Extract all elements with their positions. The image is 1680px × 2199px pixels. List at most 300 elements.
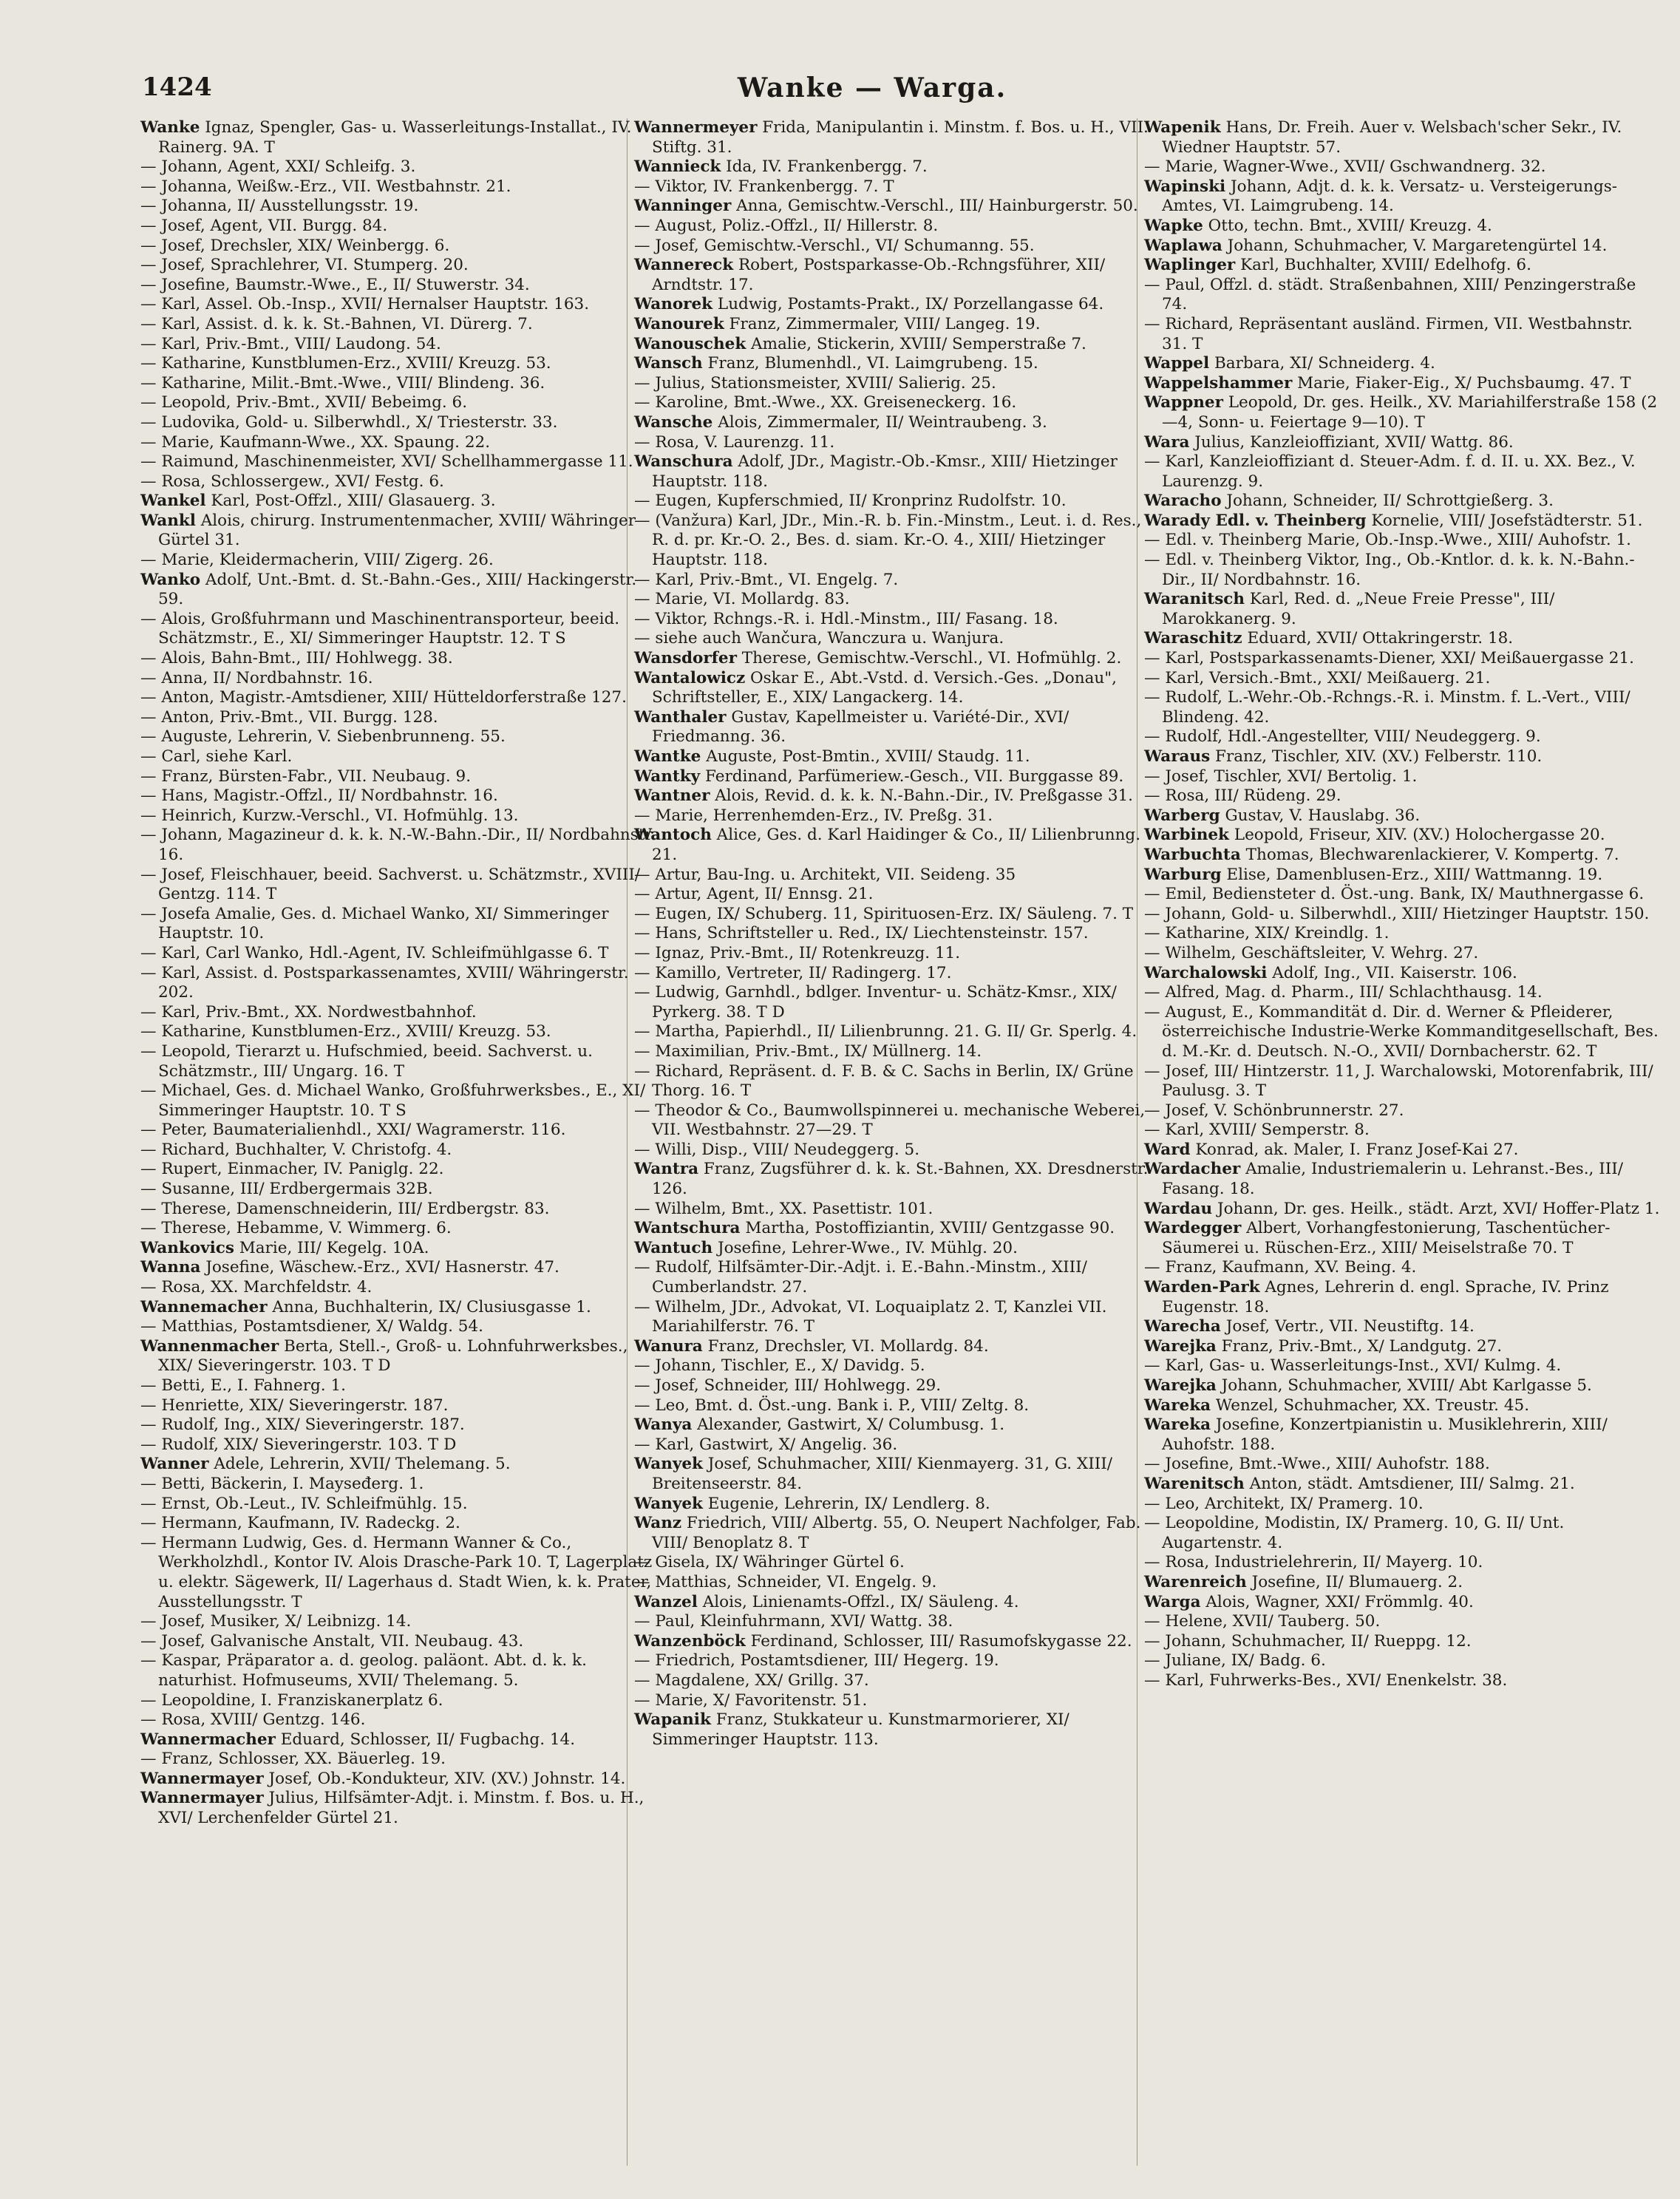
entry-details: Johann, Tischler, E., X/ Davidg. 5. bbox=[655, 1356, 925, 1376]
entry-details: Julius, Kanzleioffiziant, XVII/ Wattg. 86. bbox=[1189, 432, 1514, 452]
entry-surname: Wantke bbox=[634, 747, 701, 766]
continuation-dash bbox=[140, 374, 161, 392]
directory-subentry bbox=[1144, 688, 1662, 727]
directory-entry bbox=[634, 1219, 1152, 1239]
entry-details: Ferdinand, Schlosser, III/ Rasumofskygasse 22. bbox=[745, 1631, 1132, 1651]
entry-details: Josef, III/ Hintzerstr. 11, J. Warchalowski, Motorenfabrik, III/ Paulusg. 3. T bbox=[1162, 1061, 1653, 1101]
continuation-dash bbox=[140, 1710, 161, 1729]
continuation-dash bbox=[1144, 276, 1165, 294]
entry-details: Peter, Baumaterialienhdl., XXI/ Wagramerstr. 116. bbox=[161, 1121, 566, 1140]
directory-entry bbox=[1144, 1200, 1662, 1220]
directory-subentry bbox=[1144, 1455, 1662, 1475]
entry-surname: Wardegger bbox=[1144, 1219, 1242, 1238]
directory-subentry bbox=[634, 983, 1152, 1022]
entry-surname: Warecha bbox=[1144, 1317, 1221, 1336]
continuation-dash bbox=[140, 551, 161, 569]
directory-entry bbox=[634, 669, 1152, 708]
entry-surname: Wannermeyer bbox=[634, 118, 758, 137]
directory-subentry bbox=[140, 1475, 658, 1495]
continuation-dash bbox=[634, 1141, 655, 1159]
directory-subentry bbox=[140, 1632, 658, 1652]
entry-surname: Warejka bbox=[1144, 1336, 1217, 1356]
directory-entry bbox=[140, 571, 658, 610]
directory-subentry bbox=[140, 452, 658, 472]
directory-subentry bbox=[140, 1415, 658, 1435]
continuation-dash bbox=[634, 944, 655, 962]
continuation-dash bbox=[140, 354, 161, 373]
directory-entry bbox=[634, 1455, 1152, 1494]
entry-details: Maximilian, Priv.-Bmt., IX/ Müllnerg. 14. bbox=[655, 1041, 982, 1061]
directory-subentry bbox=[634, 924, 1152, 944]
entry-details: Marie, Wagner-Wwe., XVII/ Gschwandnerg. 32. bbox=[1165, 157, 1546, 177]
entry-details: Anton, Magistr.-Amtsdiener, XIII/ Hütteldorferstraße 127. bbox=[161, 688, 627, 707]
entry-details: Alois, Zimmermaler, II/ Weintraubeng. 3. bbox=[713, 412, 1047, 432]
directory-subentry bbox=[634, 1651, 1152, 1671]
entry-details: Leopold, Tierarzt u. Hufschmied, beeid. Sachverst. u. Schätzmstr., III/ Ungarg. 16. T bbox=[158, 1041, 593, 1081]
entry-details: Eduard, XVII/ Ottakringerstr. 18. bbox=[1242, 629, 1514, 648]
continuation-dash bbox=[1144, 727, 1165, 746]
entry-details: Rudolf, Hilfsämter-Dir.-Adjt. i. E.-Bahn.-Minstm., XIII/ Cumberlandstr. 27. bbox=[652, 1258, 1087, 1297]
continuation-dash bbox=[634, 571, 655, 589]
entry-surname: Waranitsch bbox=[1144, 590, 1245, 609]
entry-details: Marie, VI. Mollardg. 83. bbox=[655, 590, 850, 609]
entry-details: Adolf, Unt.-Bmt. d. St.-Bahn.-Ges., XIII/ Hackingerstr. 59. bbox=[158, 570, 637, 609]
entry-details: Ignaz, Priv.-Bmt., II/ Rotenkreuzg. 11. bbox=[655, 943, 961, 962]
continuation-dash bbox=[140, 315, 161, 333]
entry-details: Friedrich, VIII/ Albertg. 55, O. Neupert Nachfolger, Fab. VIII/ Benoplatz 8. T bbox=[652, 1514, 1141, 1552]
directory-entry bbox=[1144, 1141, 1662, 1160]
continuation-dash bbox=[634, 1101, 655, 1120]
entry-surname: Wanz bbox=[634, 1514, 682, 1533]
entry-details: Artur, Agent, II/ Ennsg. 21. bbox=[655, 885, 874, 904]
continuation-dash bbox=[140, 1396, 161, 1415]
continuation-dash bbox=[140, 688, 161, 707]
directory-subentry bbox=[634, 1258, 1152, 1297]
entry-details: Karl, Assel. Ob.-Insp., XVII/ Hernalser Hauptstr. 163. bbox=[161, 295, 590, 314]
continuation-dash bbox=[1144, 786, 1165, 805]
continuation-dash bbox=[140, 1534, 161, 1552]
directory-entry bbox=[634, 1710, 1152, 1750]
continuation-dash bbox=[634, 1396, 655, 1415]
entry-details: Viktor, IV. Frankenbergg. 7. T bbox=[655, 177, 894, 196]
directory-entry bbox=[1144, 590, 1662, 629]
entry-details: siehe auch Wančura, Wanczura u. Wanjura. bbox=[655, 629, 1004, 648]
directory-subentry bbox=[140, 1376, 658, 1396]
entry-details: Anton, Priv.-Bmt., VII. Burgg. 128. bbox=[161, 707, 438, 727]
directory-subentry bbox=[140, 217, 658, 237]
directory-subentry bbox=[634, 237, 1152, 256]
directory-entry bbox=[1144, 393, 1662, 432]
directory-subentry bbox=[140, 1160, 658, 1180]
continuation-dash bbox=[140, 393, 161, 412]
column-2 bbox=[634, 118, 1152, 1750]
entry-details: (Vanžura) Karl, JDr., Min.-R. b. Fin.-Minstm., Leut. i. d. Res., R. d. pr. Kr.-O. 2., Bes. d. siam. Kr.-O. 4., XIII/ Hietzinger Hauptstr. 118. bbox=[652, 511, 1142, 570]
entry-surname: Wanko bbox=[140, 570, 201, 589]
directory-entry bbox=[634, 118, 1152, 157]
continuation-dash bbox=[1144, 1356, 1165, 1375]
entry-surname: Wanourek bbox=[634, 314, 724, 333]
entry-surname: Wappel bbox=[1144, 354, 1210, 373]
continuation-dash bbox=[634, 1042, 655, 1061]
entry-details: Paul, Kleinfuhrmann, XVI/ Wattg. 38. bbox=[655, 1612, 953, 1631]
continuation-dash bbox=[634, 217, 655, 235]
directory-entry bbox=[1144, 1573, 1662, 1593]
continuation-dash bbox=[140, 1415, 161, 1434]
directory-subentry bbox=[140, 315, 658, 335]
entry-details: Konrad, ak. Maler, I. Franz Josef-Kai 27. bbox=[1190, 1140, 1519, 1159]
directory-entry bbox=[634, 1337, 1152, 1357]
directory-subentry bbox=[140, 472, 658, 492]
entry-details: Auguste, Lehrerin, V. Siebenbrunneng. 55. bbox=[161, 727, 506, 747]
entry-details: Friedrich, Postamtsdiener, III/ Hegerg. 19. bbox=[655, 1651, 999, 1671]
continuation-dash bbox=[1144, 767, 1165, 786]
directory-subentry bbox=[140, 826, 658, 865]
continuation-dash bbox=[140, 1651, 161, 1670]
entry-details: Julius, Hilfsämter-Adjt. i. Minstm. f. Bos. u. H., XVI/ Lerchenfelder Gürtel 21. bbox=[158, 1789, 645, 1828]
entry-details: Josef, Gemischtw.-Verschl., VI/ Schumanng. 55. bbox=[655, 236, 1035, 255]
entry-surname: Wanke bbox=[140, 118, 200, 137]
entry-details: Magdalene, XX/ Grillg. 37. bbox=[655, 1671, 869, 1690]
directory-subentry bbox=[140, 806, 658, 826]
entry-details: Josefa Amalie, Ges. d. Michael Wanko, XI/ Simmeringer Hauptstr. 10. bbox=[158, 904, 609, 943]
entry-details: Franz, Bürsten-Fabr., VII. Neubaug. 9. bbox=[161, 767, 472, 786]
entry-details: Franz, Kaufmann, XV. Being. 4. bbox=[1165, 1258, 1417, 1277]
continuation-dash bbox=[140, 1200, 161, 1218]
entry-details: Amalie, Industriemalerin u. Lehranst.-Bes., III/ Fasang. 18. bbox=[1162, 1160, 1623, 1199]
directory-entry bbox=[1144, 1317, 1662, 1337]
entry-surname: Wanorek bbox=[634, 295, 713, 314]
entry-details: Juliane, IX/ Badg. 6. bbox=[1165, 1651, 1326, 1671]
directory-subentry bbox=[140, 1121, 658, 1141]
entry-details: Katharine, Kunstblumen-Erz., XVIII/ Kreuzg. 53. bbox=[161, 1022, 551, 1041]
entry-surname: Wanyek bbox=[634, 1494, 703, 1513]
entry-details: Josefine, II/ Blumauerg. 2. bbox=[1246, 1572, 1463, 1591]
entry-surname: Wanyek bbox=[634, 1455, 703, 1474]
entry-details: Marie, X/ Favoritenstr. 51. bbox=[655, 1690, 868, 1710]
continuation-dash bbox=[634, 393, 655, 412]
entry-details: Josefine, Konzertpianistin u. Musiklehrerin, XIII/ Auhofstr. 188. bbox=[1162, 1415, 1608, 1454]
directory-subentry bbox=[1144, 315, 1662, 354]
continuation-dash bbox=[1144, 669, 1165, 687]
entry-details: Karl, Carl Wanko, Hdl.-Agent, IV. Schleifmühlgasse 6. T bbox=[161, 943, 609, 962]
entry-details: Ludovika, Gold- u. Silberwhdl., X/ Triesterstr. 33. bbox=[161, 412, 558, 432]
entry-surname: Waplawa bbox=[1144, 236, 1222, 255]
continuation-dash bbox=[140, 1475, 161, 1493]
entry-details: Josef, Schuhmacher, XIII/ Kienmayerg. 31, G. XIII/ Breitenseerstr. 84. bbox=[652, 1455, 1112, 1493]
directory-entry bbox=[634, 315, 1152, 335]
continuation-dash bbox=[634, 866, 655, 884]
entry-details: Karl, Red. d. „Neue Freie Presse", III/ Marokkanerg. 9. bbox=[1162, 590, 1555, 628]
continuation-dash bbox=[140, 905, 161, 923]
continuation-dash bbox=[1144, 905, 1165, 923]
continuation-dash bbox=[634, 1376, 655, 1395]
directory-entry bbox=[634, 1415, 1152, 1435]
entry-details: Betti, E., I. Fahnerg. 1. bbox=[161, 1376, 346, 1395]
entry-details: Josef, Drechsler, XIX/ Weinbergg. 6. bbox=[161, 236, 450, 255]
entry-details: Franz, Stukkateur u. Kunstmarmorierer, XI/ Simmeringer Hauptstr. 113. bbox=[652, 1710, 1069, 1749]
directory-subentry bbox=[140, 1003, 658, 1023]
directory-subentry bbox=[1144, 157, 1662, 177]
entry-surname: Wannieck bbox=[634, 157, 721, 177]
continuation-dash bbox=[140, 217, 161, 235]
entry-surname: Wannermayer bbox=[140, 1769, 264, 1788]
directory-entry bbox=[634, 826, 1152, 865]
continuation-dash bbox=[140, 1022, 161, 1041]
directory-entry bbox=[1144, 747, 1662, 767]
entry-surname: Warga bbox=[1144, 1592, 1201, 1611]
entry-details: Josef, Sprachlehrer, VI. Stumperg. 20. bbox=[161, 256, 469, 275]
entry-details: Rosa, III/ Rüdeng. 29. bbox=[1165, 786, 1341, 806]
entry-details: Gisela, IX/ Währinger Gürtel 6. bbox=[655, 1553, 905, 1572]
entry-details: Leopoldine, Modistin, IX/ Pramerg. 10, G. II/ Unt. Augartenstr. 4. bbox=[1162, 1514, 1565, 1552]
directory-subentry bbox=[634, 1376, 1152, 1396]
entry-details: Anton, städt. Amtsdiener, III/ Salmg. 21. bbox=[1244, 1474, 1575, 1493]
entry-surname: Wapenik bbox=[1144, 118, 1221, 137]
entry-surname: Warburg bbox=[1144, 865, 1222, 884]
entry-surname: Wantner bbox=[634, 786, 710, 806]
directory-entry bbox=[1144, 237, 1662, 256]
continuation-dash bbox=[634, 610, 655, 628]
entry-details: Alois, chirurg. Instrumentenmacher, XVIII/ Währinger Gürtel 31. bbox=[158, 511, 636, 550]
entry-details: Josef, Tischler, XVI/ Bertolig. 1. bbox=[1165, 767, 1418, 786]
directory-subentry bbox=[140, 197, 658, 217]
entry-details: Alois, Linienamts-Offzl., IX/ Säuleng. 4. bbox=[697, 1592, 1019, 1611]
continuation-dash bbox=[140, 256, 161, 274]
entry-details: Rupert, Einmacher, IV. Paniglg. 22. bbox=[161, 1160, 444, 1179]
directory-subentry bbox=[140, 1435, 658, 1455]
directory-subentry bbox=[140, 1396, 658, 1416]
entry-surname: Wardau bbox=[1144, 1199, 1213, 1218]
directory-subentry bbox=[140, 1710, 658, 1730]
continuation-dash bbox=[634, 1356, 655, 1375]
entry-surname: Warbinek bbox=[1144, 826, 1229, 845]
entry-details: Theodor & Co., Baumwollspinnerei u. mechanische Weberei, VII. Westbahnstr. 27—29. T bbox=[652, 1101, 1146, 1140]
entry-details: Karl, Gas- u. Wasserleitungs-Inst., XVI/ Kulmg. 4. bbox=[1165, 1356, 1562, 1376]
continuation-dash bbox=[140, 295, 161, 313]
continuation-dash bbox=[634, 885, 655, 903]
directory-subentry bbox=[1144, 885, 1662, 905]
directory-subentry bbox=[1144, 452, 1662, 492]
continuation-dash bbox=[140, 806, 161, 825]
entry-surname: Warchalowski bbox=[1144, 963, 1268, 982]
directory-subentry bbox=[140, 1042, 658, 1081]
continuation-dash bbox=[140, 866, 161, 884]
entry-surname: Wanninger bbox=[634, 197, 732, 216]
directory-subentry bbox=[634, 1062, 1152, 1101]
entry-details: Agnes, Lehrerin d. engl. Sprache, IV. Prinz Eugenstr. 18. bbox=[1162, 1278, 1609, 1316]
entry-details: Martha, Postoffiziantin, XVIII/ Gentzgasse 90. bbox=[740, 1219, 1115, 1238]
entry-details: August, Poliz.-Offzl., II/ Hillerstr. 8. bbox=[655, 216, 939, 235]
entry-details: Johann, Schuhmacher, XVIII/ Abt Karlgasse 5. bbox=[1216, 1376, 1592, 1395]
directory-subentry bbox=[140, 157, 658, 177]
entry-surname: Wanzel bbox=[634, 1592, 698, 1611]
continuation-dash bbox=[1144, 1671, 1165, 1690]
entry-details: Richard, Buchhalter, V. Christofg. 4. bbox=[161, 1140, 452, 1159]
directory-subentry bbox=[140, 866, 658, 905]
directory-subentry bbox=[634, 1553, 1152, 1573]
directory-subentry bbox=[140, 1180, 658, 1200]
entry-details: Wilhelm, Geschäftsleiter, V. Wehrg. 27. bbox=[1165, 943, 1479, 962]
directory-subentry bbox=[634, 177, 1152, 197]
entry-surname: Wanschura bbox=[634, 452, 733, 472]
directory-subentry bbox=[1144, 944, 1662, 964]
entry-details: Richard, Repräsent. d. F. B. & C. Sachs in Berlin, IX/ Grüne Thorg. 16. T bbox=[652, 1061, 1134, 1101]
continuation-dash bbox=[140, 1121, 161, 1139]
directory-subentry bbox=[140, 708, 658, 728]
continuation-dash bbox=[1144, 452, 1165, 471]
entry-details: Emil, Bediensteter d. Öst.-ung. Bank, IX/ Mauthnergasse 6. bbox=[1165, 885, 1645, 904]
directory-subentry bbox=[140, 669, 658, 689]
directory-subentry bbox=[140, 256, 658, 276]
directory-subentry bbox=[634, 1573, 1152, 1593]
entry-details: Marie, Herrenhemden-Erz., IV. Preßg. 31. bbox=[655, 806, 993, 825]
continuation-dash bbox=[634, 1435, 655, 1454]
continuation-dash bbox=[1144, 315, 1165, 333]
entry-details: Johann, Schneider, II/ Schrottgießerg. 3. bbox=[1221, 492, 1554, 511]
continuation-dash bbox=[1144, 531, 1165, 549]
entry-details: Ignaz, Spengler, Gas- u. Wasserleitungs-Installat., IV. Rainerg. 9A. T bbox=[158, 118, 632, 157]
continuation-dash bbox=[140, 1160, 161, 1178]
entry-details: Thomas, Blechwarenlackierer, V. Kompertg. 7. bbox=[1240, 845, 1619, 864]
entry-surname: Wanura bbox=[634, 1336, 703, 1356]
directory-subentry bbox=[1144, 1121, 1662, 1141]
directory-subentry bbox=[1144, 924, 1662, 944]
continuation-dash bbox=[634, 374, 655, 392]
entry-details: Karoline, Bmt.-Wwe., XX. Greiseneckerg. 16. bbox=[655, 393, 1017, 412]
directory-entry bbox=[634, 1160, 1152, 1199]
directory-subentry bbox=[634, 885, 1152, 905]
entry-details: Hans, Magistr.-Offzl., II/ Nordbahnstr. 16. bbox=[161, 786, 498, 806]
entry-details: Eduard, Schlosser, II/ Fugbachg. 14. bbox=[275, 1730, 576, 1749]
continuation-dash bbox=[140, 786, 161, 805]
directory-subentry bbox=[140, 1750, 658, 1770]
entry-details: Julius, Stationsmeister, XVIII/ Salierig. 25. bbox=[655, 373, 996, 392]
directory-entry bbox=[634, 295, 1152, 315]
entry-surname: Wannenmacher bbox=[140, 1336, 279, 1356]
directory-subentry bbox=[140, 1278, 658, 1298]
entry-details: Alfred, Mag. d. Pharm., III/ Schlachthausg. 14. bbox=[1165, 983, 1543, 1002]
directory-subentry bbox=[1144, 1356, 1662, 1376]
entry-details: Carl, siehe Karl. bbox=[161, 747, 293, 766]
continuation-dash bbox=[140, 157, 161, 176]
continuation-dash bbox=[140, 276, 161, 294]
directory-subentry bbox=[1144, 983, 1662, 1003]
entry-details: Karl, Priv.-Bmt., XX. Nordwestbahnhof. bbox=[161, 1002, 477, 1022]
entry-details: Rudolf, XIX/ Sieveringerstr. 103. T D bbox=[161, 1435, 457, 1454]
entry-details: Eugenie, Lehrerin, IX/ Lendlerg. 8. bbox=[702, 1494, 990, 1513]
directory-entry bbox=[140, 1730, 658, 1750]
continuation-dash bbox=[140, 1042, 161, 1061]
continuation-dash bbox=[140, 335, 161, 353]
entry-details: Auguste, Post-Bmtin., XVIII/ Staudg. 11. bbox=[701, 747, 1030, 766]
directory-subentry bbox=[634, 433, 1152, 453]
directory-subentry bbox=[1144, 1062, 1662, 1101]
directory-subentry bbox=[634, 964, 1152, 984]
entry-details: Karl, Fuhrwerks-Bes., XVI/ Enenkelstr. 38. bbox=[1165, 1671, 1508, 1690]
directory-entry bbox=[634, 197, 1152, 217]
directory-subentry bbox=[140, 1200, 658, 1220]
entry-details: Rosa, V. Laurenzg. 11. bbox=[655, 432, 835, 452]
directory-subentry bbox=[634, 590, 1152, 610]
directory-subentry bbox=[140, 610, 658, 649]
directory-subentry bbox=[140, 393, 658, 413]
entry-details: Viktor, Rchngs.-R. i. Hdl.-Minstm., III/ Fasang. 18. bbox=[655, 609, 1058, 628]
entry-details: Rudolf, Ing., XIX/ Sieveringerstr. 187. bbox=[161, 1415, 465, 1435]
entry-details: Leopold, Dr. ges. Heilk., XV. Mariahilferstraße 158 (2—4, Sonn- u. Feiertage 9—10). T bbox=[1162, 393, 1658, 432]
directory-subentry bbox=[634, 1612, 1152, 1632]
entry-details: Rudolf, Hdl.-Angestellter, VIII/ Neudeggerg. 9. bbox=[1165, 727, 1541, 747]
entry-details: Johann, Magazineur d. k. k. N.-W.-Bahn.-Dir., II/ Nordbahnstr. 16. bbox=[158, 826, 656, 864]
continuation-dash bbox=[634, 1200, 655, 1218]
entry-surname: Wara bbox=[1144, 432, 1190, 452]
entry-surname: Wanzenböck bbox=[634, 1631, 746, 1651]
directory-subentry bbox=[1144, 786, 1662, 806]
directory-entry bbox=[1144, 1376, 1662, 1396]
entry-details: Elise, Damenblusen-Erz., XIII/ Wattmanng. 19. bbox=[1221, 865, 1603, 884]
continuation-dash bbox=[634, 237, 655, 255]
continuation-dash bbox=[634, 590, 655, 608]
entry-details: Raimund, Maschinenmeister, XVI/ Schellhammergasse 11. bbox=[161, 452, 633, 472]
entry-surname: Warbuchta bbox=[1144, 845, 1241, 864]
entry-details: Leo, Bmt. d. Öst.-ung. Bank i. P., VIII/ Zeltg. 8. bbox=[655, 1396, 1030, 1415]
continuation-dash bbox=[140, 1435, 161, 1454]
entry-details: Kornelie, VIII/ Josefstädterstr. 51. bbox=[1366, 511, 1643, 530]
directory-subentry bbox=[1144, 905, 1662, 925]
continuation-dash bbox=[1144, 1612, 1165, 1631]
entry-details: Heinrich, Kurzw.-Verschl., VI. Hofmühlg. 13. bbox=[161, 806, 519, 825]
entry-details: Josef, V. Schönbrunnerstr. 27. bbox=[1165, 1101, 1404, 1120]
directory-subentry bbox=[140, 1495, 658, 1515]
continuation-dash bbox=[140, 1612, 161, 1631]
continuation-dash bbox=[634, 964, 655, 982]
entry-details: Johann, Dr. ges. Heilk., städt. Arzt, XVI/ Hoffer-Platz 1. bbox=[1212, 1199, 1660, 1218]
entry-details: Karl, Postsparkassenamts-Diener, XXI/ Meißauergasse 21. bbox=[1165, 649, 1634, 668]
directory-subentry bbox=[634, 374, 1152, 394]
entry-details: Rosa, XVIII/ Gentzg. 146. bbox=[161, 1710, 366, 1730]
entry-details: Franz, Tischler, XIV. (XV.) Felberstr. 110. bbox=[1210, 747, 1543, 766]
entry-surname: Wantuch bbox=[634, 1238, 713, 1257]
directory-entry bbox=[1144, 354, 1662, 374]
directory-subentry bbox=[1144, 1671, 1662, 1691]
continuation-dash bbox=[634, 1671, 655, 1690]
entry-details: Anna, Buchhalterin, IX/ Clusiusgasse 1. bbox=[267, 1297, 591, 1316]
entry-surname: Wansche bbox=[634, 412, 713, 432]
entry-surname: Wankl bbox=[140, 511, 196, 530]
directory-subentry bbox=[140, 1691, 658, 1711]
entry-details: Marie, Fiaker-Eig., X/ Puchsbaumg. 47. T bbox=[1292, 373, 1631, 392]
continuation-dash bbox=[1144, 1003, 1165, 1022]
continuation-dash bbox=[1144, 944, 1165, 962]
entry-details: Therese, Damenschneiderin, III/ Erdbergstr. 83. bbox=[161, 1199, 550, 1218]
continuation-dash bbox=[1144, 885, 1165, 903]
directory-subentry bbox=[1144, 1101, 1662, 1121]
continuation-dash bbox=[634, 1553, 655, 1571]
directory-subentry bbox=[140, 335, 658, 355]
entry-surname: Wapanik bbox=[634, 1710, 711, 1730]
directory-subentry bbox=[140, 1317, 658, 1337]
directory-entry bbox=[140, 118, 658, 157]
directory-subentry bbox=[634, 217, 1152, 237]
continuation-dash bbox=[1144, 1514, 1165, 1532]
directory-entry bbox=[1144, 964, 1662, 984]
entry-surname: Waplinger bbox=[1144, 256, 1236, 275]
entry-details: Franz, Zimmermaler, VIII/ Langeg. 19. bbox=[724, 314, 1041, 333]
continuation-dash bbox=[140, 413, 161, 432]
entry-surname: Wardacher bbox=[1144, 1160, 1241, 1179]
entry-surname: Waracho bbox=[1144, 492, 1222, 511]
directory-subentry bbox=[634, 511, 1152, 571]
continuation-dash bbox=[140, 649, 161, 667]
